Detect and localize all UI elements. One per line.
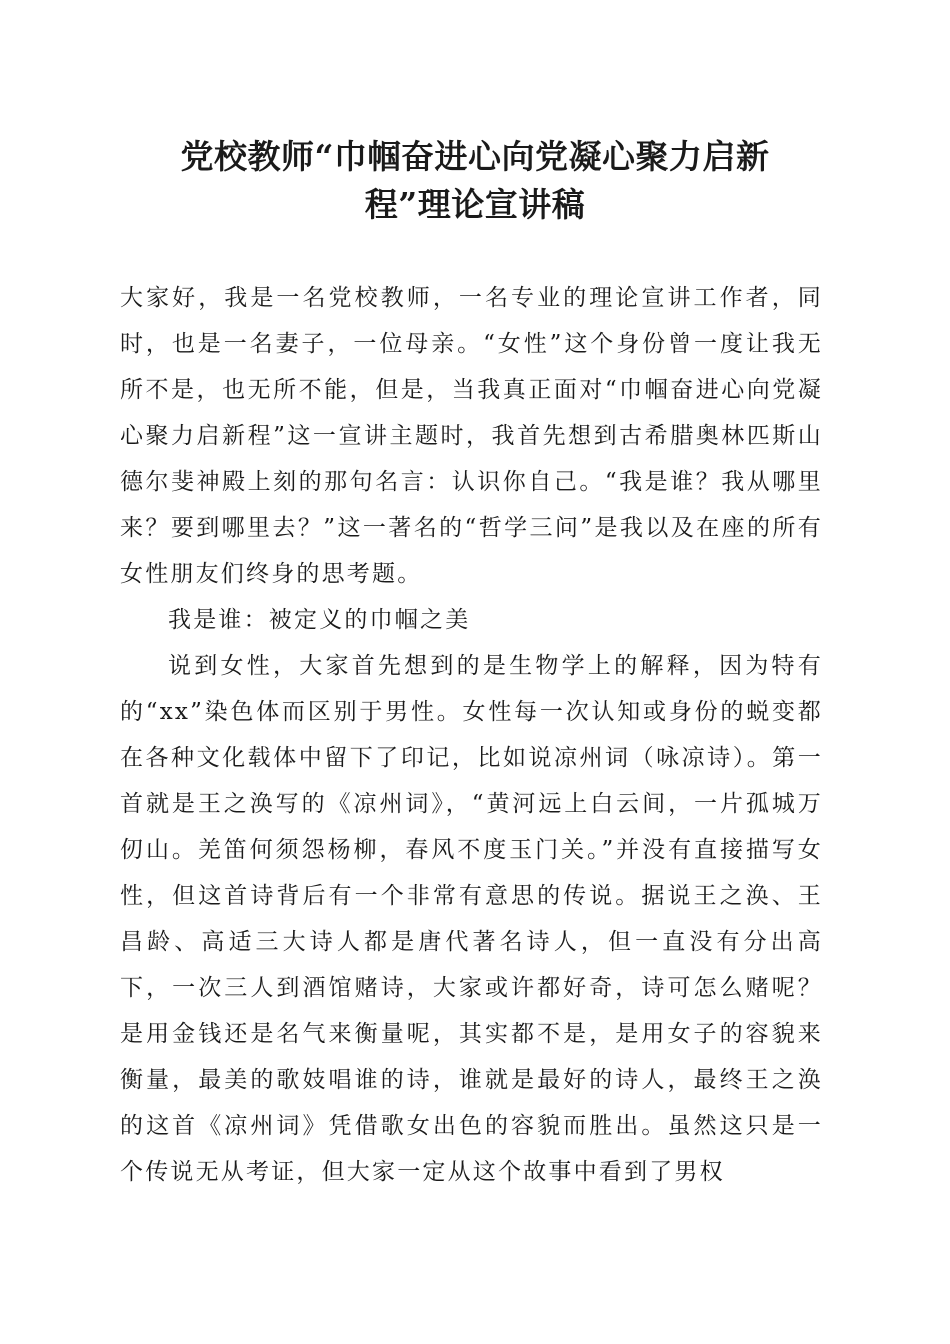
document-title xyxy=(120,133,830,229)
section-heading: 我是谁：被定义的巾帼之美 xyxy=(168,607,471,633)
title-line-1: 党校教师“巾帼奋进心向党凝心聚力启新 xyxy=(180,137,770,176)
paragraph-section-1: 说到女性，大家首先想到的是生物学上的解释，因为特有的“xx”染色体而区别于男性。女性每一次认知或身份的蜕变都在各种文化载体中留下了印记，比如说凉州词（咏凉诗）。第一首就是王之涣写的《凉州词》，“黄河远上白云间，一片孤城万仞山。羌笛何须怨杨柳，春风不度玉门关。”并没有直接描写女性，但这首诗背后有一个非常有意思的传说。据说王之涣、王昌龄、高适三大诗人都是唐代著名诗人，但一直没有分出高下，一次三人到酒馆赌诗，大家或许都好奇，诗可怎么赌呢？是用金钱还是名气来衡量呢，其实都不是，是用女子的容貌来衡量，最美的歌妓唱谁的诗，谁就是最好的诗人，最终王之涣的这首《凉州词》凭借歌女出色的容貌而胜出。虽然这只是一个传说无从考证，但大家一定从这个故事中看到了男权 xyxy=(120,653,823,1185)
title-line-2: 程”理论宣讲稿 xyxy=(364,185,586,224)
document-body xyxy=(120,275,823,1195)
paragraph-intro: 大家好，我是一名党校教师，一名专业的理论宣讲工作者，同时，也是一名妻子，一位母亲。“女性”这个身份曾一度让我无所不是，也无所不能，但是，当我真正面对“巾帼奋进心向党凝心聚力启新程”这一宣讲主题时，我首先想到古希腊奥林匹斯山德尔斐神殿上刻的那句名言：认识你自己。“我是谁？我从哪里来？要到哪里去？”这一著名的“哲学三问”是我以及在座的所有女性朋友们终身的思考题。 xyxy=(120,285,823,587)
